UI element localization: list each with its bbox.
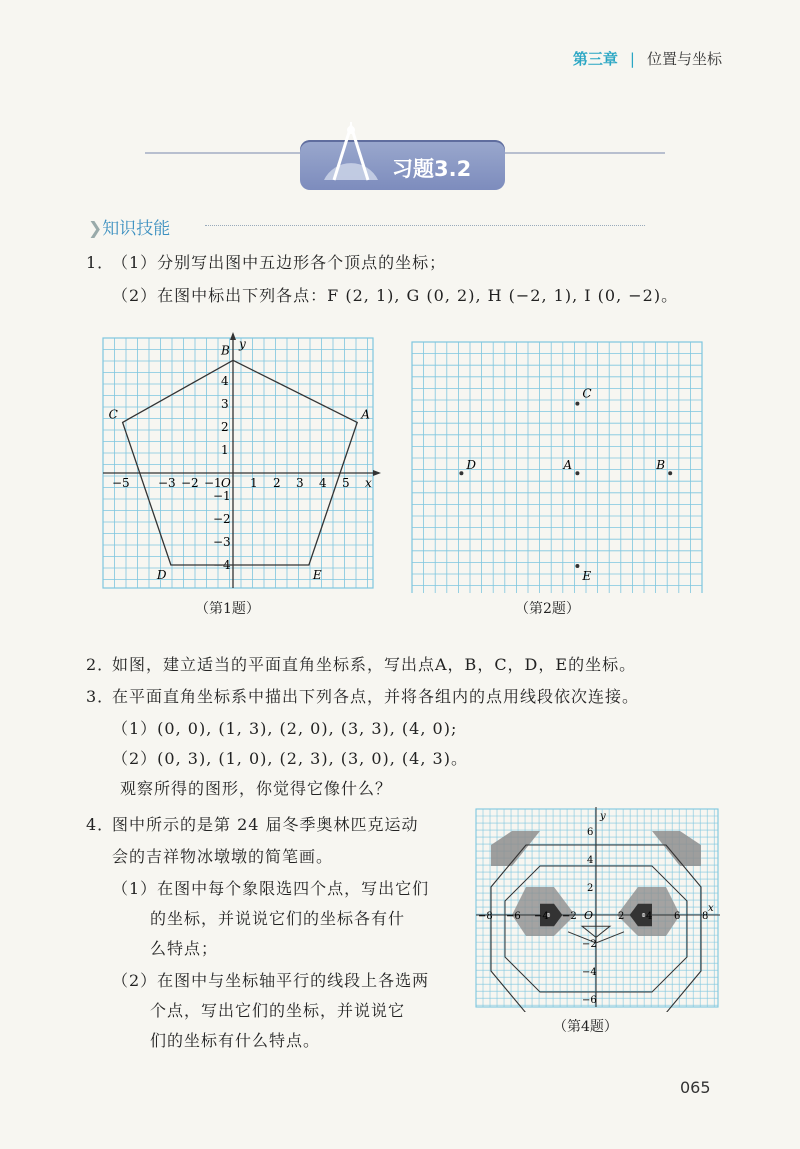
- x-tick-label: −2: [181, 476, 199, 490]
- point-label-e: E: [582, 569, 592, 583]
- running-header: [573, 48, 722, 69]
- x-tick-label: −1: [204, 476, 222, 490]
- y-tick-label: −4: [213, 558, 231, 572]
- q4-sub2-a: （2）在图中与坐标轴平行的线段上各选两: [112, 971, 430, 990]
- chapter-title: 位置与坐标: [646, 50, 722, 68]
- q4-sub2-c: 们的坐标有什么特点。: [150, 1031, 321, 1050]
- pentagon: [123, 360, 358, 565]
- y-tick-label: 6: [587, 827, 594, 838]
- header-divider: |: [629, 50, 635, 68]
- figure-4-grid: [472, 805, 722, 1012]
- right-ear: [652, 831, 701, 866]
- y-tick-label: 4: [587, 855, 594, 866]
- chapter-label: 第三章: [572, 50, 618, 68]
- q2-number: 2．: [86, 655, 115, 674]
- section-heading: [88, 214, 170, 239]
- compass-icon: [316, 122, 386, 188]
- q1-line2: （2）在图中标出下列各点：F (2, 1), G (0, 2), H (−2, 1), I (0, −2)。: [112, 286, 679, 305]
- grid-border: [103, 338, 373, 588]
- y-tick-label: −2: [213, 512, 231, 526]
- q4-sub1-c: 么特点；: [150, 939, 219, 958]
- point-label-c: C: [582, 386, 592, 401]
- origin-label: O: [584, 909, 594, 922]
- x-tick-label: 2: [618, 911, 625, 922]
- x-tick-label: 6: [674, 911, 681, 922]
- vertex-label-e: E: [312, 568, 322, 582]
- left-ear: [491, 831, 540, 866]
- point-a: [575, 471, 579, 475]
- q1-line1: （1）分别写出图中五边形各个顶点的坐标；: [112, 253, 447, 272]
- y-tick-label: 4: [221, 374, 229, 388]
- q4-sub1-b: 的坐标，并说说它们的坐标各有什: [150, 909, 406, 928]
- point-b: [668, 471, 672, 475]
- x-axis-label: x: [365, 476, 372, 490]
- y-tick-label: 2: [221, 420, 229, 434]
- figure-1-caption: （第1题）: [195, 601, 260, 617]
- point-c: [575, 402, 579, 406]
- vertex-label-b: B: [221, 343, 230, 358]
- x-tick-label: −8: [478, 911, 493, 922]
- q4-line2: 会的吉祥物冰墩墩的简笔画。: [112, 847, 334, 866]
- q4-sub2-b: 个点，写出它们的坐标，并说说它: [150, 1001, 406, 1020]
- x-tick-label: 4: [319, 476, 327, 490]
- x-tick-label: −5: [112, 476, 130, 490]
- x-tick-label: −2: [562, 911, 577, 922]
- q3-number: 3．: [86, 687, 115, 706]
- y-tick-label: −6: [582, 995, 597, 1006]
- point-label-a: A: [563, 458, 573, 473]
- q2-text: 如图，建立适当的平面直角坐标系，写出点A，B，C，D，E的坐标。: [112, 655, 637, 674]
- x-tick-label: 3: [296, 476, 304, 490]
- y-tick-label: 1: [221, 443, 229, 457]
- section-title: 知识技能: [102, 219, 171, 239]
- x-tick-label: 5: [342, 476, 350, 490]
- point-label-b: B: [656, 458, 666, 473]
- figure-2-caption: （第2题）: [515, 601, 580, 617]
- vertex-label-a: A: [361, 407, 370, 422]
- q3-group2: （2）(0, 3), (1, 0), (2, 3), (3, 0), (4, 3)。: [112, 749, 468, 768]
- q1-number: 1．: [86, 253, 115, 272]
- x-axis-label: x: [708, 903, 714, 914]
- y-tick-label: −3: [213, 535, 231, 549]
- y-tick-label: −2: [582, 939, 597, 950]
- double-chevron-icon: ❯: [88, 219, 103, 239]
- y-tick-label: −4: [582, 967, 597, 978]
- y-tick-label: 3: [221, 397, 229, 411]
- page-number: 065: [680, 1078, 711, 1097]
- figure-1-grid: [95, 330, 385, 595]
- x-axis-arrow: [373, 470, 381, 476]
- x-tick-label: −4: [534, 911, 549, 922]
- y-axis-label: y: [239, 337, 246, 351]
- x-tick-label: 4: [646, 911, 653, 922]
- banner-rule-right: [500, 152, 665, 154]
- figure-2-grid: [408, 338, 708, 593]
- q3-group1: （1）(0, 0), (1, 3), (2, 0), (3, 3), (4, 0);: [112, 719, 458, 738]
- q4-number: 4．: [86, 815, 115, 834]
- section-rule: [205, 225, 645, 226]
- point-d: [459, 471, 463, 475]
- vertex-label-c: C: [108, 407, 118, 422]
- point-e: [575, 564, 579, 568]
- y-tick-label: −1: [213, 489, 231, 503]
- q4-line1: 图中所示的是第 24 届冬季奥林匹克运动: [112, 815, 419, 834]
- y-axis-arrow: [230, 332, 236, 340]
- q3-text: 在平面直角坐标系中描出下列各点，并将各组内的点用线段依次连接。: [112, 687, 640, 706]
- x-tick-label: −3: [158, 476, 176, 490]
- q4-sub1-a: （1）在图中每个象限选四个点，写出它们: [112, 879, 430, 898]
- banner-rule-left: [145, 152, 305, 154]
- x-tick-label: −6: [506, 911, 521, 922]
- origin-label: O: [221, 476, 231, 490]
- y-axis-label: y: [600, 811, 606, 822]
- vertex-label-d: D: [156, 568, 167, 582]
- y-tick-label: 2: [587, 883, 594, 894]
- q3-ask: 观察所得的图形，你觉得它像什么？: [120, 779, 393, 798]
- figure-4-caption: （第4题）: [553, 1019, 618, 1035]
- x-tick-label: 1: [250, 476, 258, 490]
- x-tick-label: 2: [273, 476, 281, 490]
- point-label-d: D: [466, 458, 477, 473]
- banner-title: 习题3.2: [392, 157, 472, 181]
- x-tick-label: 8: [702, 911, 709, 922]
